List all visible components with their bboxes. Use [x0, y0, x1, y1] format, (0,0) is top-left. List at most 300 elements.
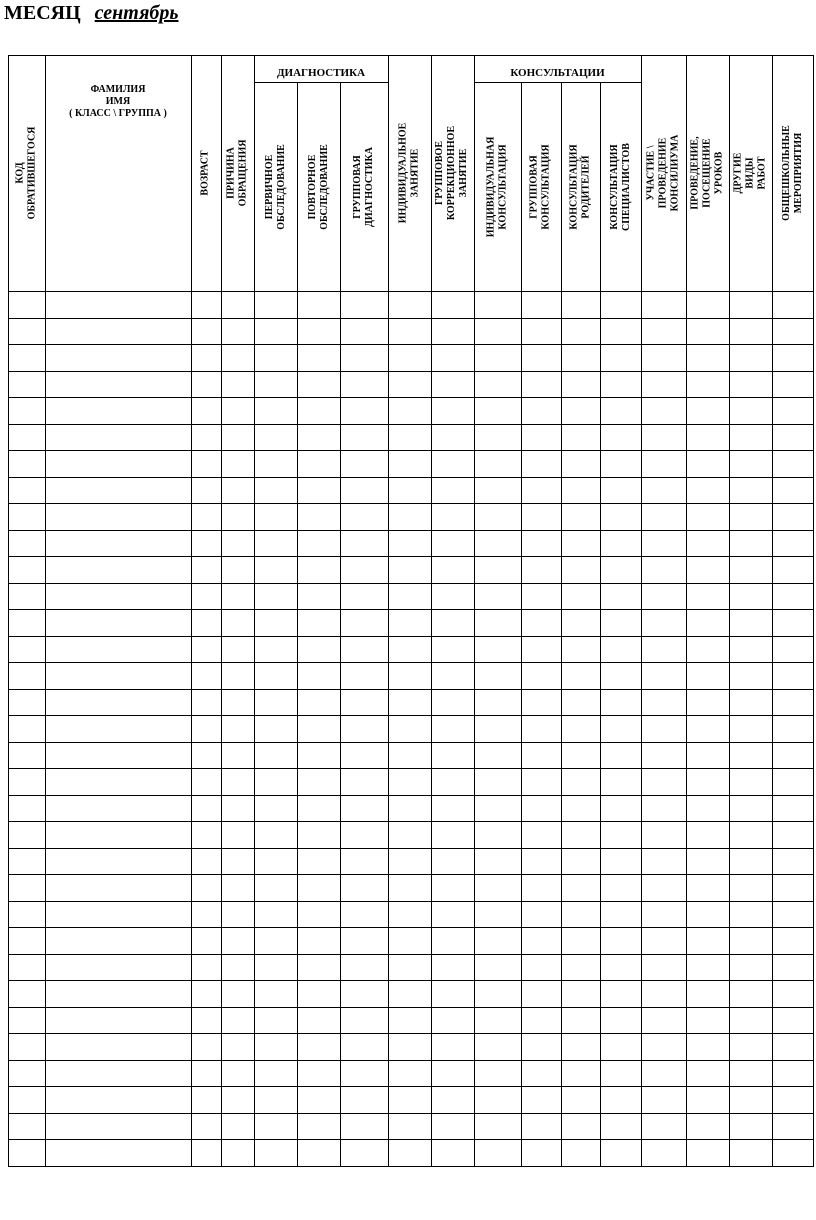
table-cell-specialists_consult[interactable] [600, 636, 641, 662]
table-cell-group_correction[interactable] [431, 450, 474, 476]
table-cell-group_correction[interactable] [431, 689, 474, 715]
table-cell-council[interactable] [641, 715, 686, 741]
table-cell-school_events[interactable] [772, 609, 813, 635]
table-cell-other[interactable] [729, 1113, 772, 1139]
table-cell-group_consult[interactable] [521, 556, 561, 582]
table-cell-council[interactable] [641, 371, 686, 397]
table-cell-code[interactable] [8, 768, 45, 794]
table-cell-parents_consult[interactable] [561, 980, 600, 1006]
table-cell-group_consult[interactable] [521, 530, 561, 556]
table-cell-name[interactable] [45, 901, 191, 927]
table-cell-lessons[interactable] [686, 530, 729, 556]
table-cell-primary_exam[interactable] [254, 742, 297, 768]
table-cell-reason[interactable] [221, 318, 254, 344]
table-cell-group_consult[interactable] [521, 1007, 561, 1033]
table-cell-group_diag[interactable] [340, 795, 388, 821]
table-cell-council[interactable] [641, 1139, 686, 1165]
table-cell-group_diag[interactable] [340, 1060, 388, 1086]
table-cell-council[interactable] [641, 530, 686, 556]
table-cell-lessons[interactable] [686, 901, 729, 927]
table-cell-individual_consult[interactable] [474, 954, 521, 980]
table-cell-lessons[interactable] [686, 689, 729, 715]
table-cell-specialists_consult[interactable] [600, 821, 641, 847]
table-cell-specialists_consult[interactable] [600, 291, 641, 317]
table-cell-parents_consult[interactable] [561, 927, 600, 953]
table-cell-primary_exam[interactable] [254, 636, 297, 662]
table-cell-individual_consult[interactable] [474, 768, 521, 794]
table-cell-council[interactable] [641, 742, 686, 768]
table-cell-parents_consult[interactable] [561, 1139, 600, 1165]
table-cell-other[interactable] [729, 874, 772, 900]
table-cell-individual_lesson[interactable] [388, 662, 431, 688]
table-cell-specialists_consult[interactable] [600, 980, 641, 1006]
table-cell-repeat_exam[interactable] [297, 1113, 340, 1139]
table-cell-group_diag[interactable] [340, 768, 388, 794]
table-cell-age[interactable] [191, 450, 221, 476]
table-cell-repeat_exam[interactable] [297, 954, 340, 980]
table-cell-council[interactable] [641, 556, 686, 582]
table-cell-lessons[interactable] [686, 821, 729, 847]
table-cell-council[interactable] [641, 503, 686, 529]
table-cell-other[interactable] [729, 954, 772, 980]
table-cell-lessons[interactable] [686, 927, 729, 953]
table-cell-age[interactable] [191, 742, 221, 768]
table-cell-individual_lesson[interactable] [388, 344, 431, 370]
table-cell-council[interactable] [641, 821, 686, 847]
table-cell-individual_lesson[interactable] [388, 795, 431, 821]
table-cell-specialists_consult[interactable] [600, 795, 641, 821]
table-cell-specialists_consult[interactable] [600, 742, 641, 768]
table-cell-group_diag[interactable] [340, 424, 388, 450]
table-cell-reason[interactable] [221, 1139, 254, 1165]
table-cell-repeat_exam[interactable] [297, 848, 340, 874]
table-cell-name[interactable] [45, 556, 191, 582]
table-cell-group_diag[interactable] [340, 901, 388, 927]
table-cell-other[interactable] [729, 530, 772, 556]
table-cell-code[interactable] [8, 901, 45, 927]
table-cell-primary_exam[interactable] [254, 848, 297, 874]
table-cell-school_events[interactable] [772, 636, 813, 662]
table-cell-reason[interactable] [221, 821, 254, 847]
table-cell-reason[interactable] [221, 689, 254, 715]
table-cell-lessons[interactable] [686, 344, 729, 370]
table-cell-code[interactable] [8, 848, 45, 874]
table-cell-individual_lesson[interactable] [388, 901, 431, 927]
table-cell-name[interactable] [45, 848, 191, 874]
table-cell-age[interactable] [191, 318, 221, 344]
table-cell-name[interactable] [45, 662, 191, 688]
table-cell-specialists_consult[interactable] [600, 450, 641, 476]
table-cell-parents_consult[interactable] [561, 318, 600, 344]
table-cell-age[interactable] [191, 583, 221, 609]
table-cell-name[interactable] [45, 318, 191, 344]
table-cell-individual_lesson[interactable] [388, 1033, 431, 1059]
table-cell-parents_consult[interactable] [561, 768, 600, 794]
table-cell-primary_exam[interactable] [254, 715, 297, 741]
table-cell-council[interactable] [641, 477, 686, 503]
table-cell-individual_consult[interactable] [474, 821, 521, 847]
table-cell-group_consult[interactable] [521, 1086, 561, 1112]
table-cell-specialists_consult[interactable] [600, 1007, 641, 1033]
table-cell-name[interactable] [45, 397, 191, 423]
table-cell-other[interactable] [729, 1033, 772, 1059]
table-cell-specialists_consult[interactable] [600, 477, 641, 503]
table-cell-individual_consult[interactable] [474, 1033, 521, 1059]
table-cell-group_correction[interactable] [431, 1060, 474, 1086]
table-cell-repeat_exam[interactable] [297, 397, 340, 423]
table-cell-group_consult[interactable] [521, 609, 561, 635]
table-cell-other[interactable] [729, 503, 772, 529]
table-cell-individual_lesson[interactable] [388, 530, 431, 556]
table-cell-specialists_consult[interactable] [600, 344, 641, 370]
table-cell-code[interactable] [8, 715, 45, 741]
table-cell-age[interactable] [191, 795, 221, 821]
table-cell-school_events[interactable] [772, 954, 813, 980]
table-cell-school_events[interactable] [772, 450, 813, 476]
table-cell-repeat_exam[interactable] [297, 795, 340, 821]
table-cell-individual_lesson[interactable] [388, 821, 431, 847]
table-cell-repeat_exam[interactable] [297, 530, 340, 556]
table-cell-age[interactable] [191, 874, 221, 900]
table-cell-group_consult[interactable] [521, 1113, 561, 1139]
table-cell-name[interactable] [45, 768, 191, 794]
table-cell-group_consult[interactable] [521, 503, 561, 529]
table-cell-group_correction[interactable] [431, 768, 474, 794]
table-cell-individual_lesson[interactable] [388, 742, 431, 768]
table-cell-other[interactable] [729, 848, 772, 874]
table-cell-repeat_exam[interactable] [297, 503, 340, 529]
table-cell-parents_consult[interactable] [561, 609, 600, 635]
table-cell-age[interactable] [191, 1139, 221, 1165]
table-cell-group_diag[interactable] [340, 291, 388, 317]
table-cell-individual_consult[interactable] [474, 1007, 521, 1033]
table-cell-school_events[interactable] [772, 1060, 813, 1086]
table-cell-individual_lesson[interactable] [388, 583, 431, 609]
table-cell-group_consult[interactable] [521, 636, 561, 662]
table-cell-group_correction[interactable] [431, 1007, 474, 1033]
table-cell-primary_exam[interactable] [254, 318, 297, 344]
table-cell-repeat_exam[interactable] [297, 583, 340, 609]
table-cell-reason[interactable] [221, 742, 254, 768]
table-cell-group_correction[interactable] [431, 848, 474, 874]
table-cell-council[interactable] [641, 662, 686, 688]
table-cell-school_events[interactable] [772, 662, 813, 688]
table-cell-code[interactable] [8, 1139, 45, 1165]
table-cell-other[interactable] [729, 609, 772, 635]
table-cell-primary_exam[interactable] [254, 424, 297, 450]
table-cell-specialists_consult[interactable] [600, 1060, 641, 1086]
table-cell-primary_exam[interactable] [254, 1086, 297, 1112]
table-cell-school_events[interactable] [772, 1007, 813, 1033]
table-cell-group_consult[interactable] [521, 715, 561, 741]
table-cell-group_diag[interactable] [340, 530, 388, 556]
table-cell-name[interactable] [45, 927, 191, 953]
table-cell-repeat_exam[interactable] [297, 901, 340, 927]
table-cell-other[interactable] [729, 795, 772, 821]
table-cell-school_events[interactable] [772, 477, 813, 503]
table-cell-age[interactable] [191, 954, 221, 980]
table-cell-group_consult[interactable] [521, 344, 561, 370]
table-cell-school_events[interactable] [772, 715, 813, 741]
table-cell-group_correction[interactable] [431, 397, 474, 423]
table-cell-primary_exam[interactable] [254, 583, 297, 609]
table-cell-reason[interactable] [221, 530, 254, 556]
table-cell-name[interactable] [45, 583, 191, 609]
table-cell-repeat_exam[interactable] [297, 1007, 340, 1033]
table-cell-individual_consult[interactable] [474, 715, 521, 741]
table-cell-group_correction[interactable] [431, 1139, 474, 1165]
table-cell-school_events[interactable] [772, 530, 813, 556]
table-cell-primary_exam[interactable] [254, 477, 297, 503]
table-cell-lessons[interactable] [686, 609, 729, 635]
table-cell-council[interactable] [641, 768, 686, 794]
table-cell-repeat_exam[interactable] [297, 980, 340, 1006]
table-cell-age[interactable] [191, 477, 221, 503]
table-cell-name[interactable] [45, 689, 191, 715]
table-cell-repeat_exam[interactable] [297, 636, 340, 662]
table-cell-reason[interactable] [221, 980, 254, 1006]
table-cell-group_diag[interactable] [340, 1086, 388, 1112]
table-cell-lessons[interactable] [686, 795, 729, 821]
table-cell-individual_lesson[interactable] [388, 503, 431, 529]
table-cell-group_consult[interactable] [521, 477, 561, 503]
table-cell-council[interactable] [641, 318, 686, 344]
table-cell-school_events[interactable] [772, 1113, 813, 1139]
table-cell-group_diag[interactable] [340, 583, 388, 609]
table-cell-code[interactable] [8, 1060, 45, 1086]
table-cell-specialists_consult[interactable] [600, 901, 641, 927]
table-cell-code[interactable] [8, 503, 45, 529]
table-cell-code[interactable] [8, 795, 45, 821]
table-cell-reason[interactable] [221, 397, 254, 423]
table-cell-individual_consult[interactable] [474, 636, 521, 662]
table-cell-group_diag[interactable] [340, 371, 388, 397]
table-cell-age[interactable] [191, 689, 221, 715]
table-cell-other[interactable] [729, 636, 772, 662]
table-cell-primary_exam[interactable] [254, 954, 297, 980]
table-cell-lessons[interactable] [686, 1113, 729, 1139]
table-cell-council[interactable] [641, 636, 686, 662]
table-cell-parents_consult[interactable] [561, 556, 600, 582]
table-cell-lessons[interactable] [686, 397, 729, 423]
table-cell-council[interactable] [641, 1033, 686, 1059]
table-cell-individual_consult[interactable] [474, 477, 521, 503]
table-cell-group_correction[interactable] [431, 636, 474, 662]
table-cell-lessons[interactable] [686, 874, 729, 900]
table-cell-parents_consult[interactable] [561, 662, 600, 688]
table-cell-name[interactable] [45, 795, 191, 821]
table-cell-school_events[interactable] [772, 397, 813, 423]
table-cell-other[interactable] [729, 556, 772, 582]
table-cell-primary_exam[interactable] [254, 795, 297, 821]
table-cell-council[interactable] [641, 689, 686, 715]
table-cell-age[interactable] [191, 848, 221, 874]
table-cell-primary_exam[interactable] [254, 874, 297, 900]
table-cell-school_events[interactable] [772, 556, 813, 582]
table-cell-council[interactable] [641, 901, 686, 927]
table-cell-reason[interactable] [221, 927, 254, 953]
table-cell-council[interactable] [641, 848, 686, 874]
table-cell-name[interactable] [45, 291, 191, 317]
table-cell-group_correction[interactable] [431, 980, 474, 1006]
table-cell-group_correction[interactable] [431, 795, 474, 821]
table-cell-age[interactable] [191, 901, 221, 927]
table-cell-parents_consult[interactable] [561, 874, 600, 900]
table-cell-name[interactable] [45, 344, 191, 370]
table-cell-lessons[interactable] [686, 1007, 729, 1033]
table-cell-other[interactable] [729, 715, 772, 741]
table-cell-code[interactable] [8, 1033, 45, 1059]
table-cell-individual_lesson[interactable] [388, 954, 431, 980]
table-cell-individual_lesson[interactable] [388, 768, 431, 794]
table-cell-name[interactable] [45, 609, 191, 635]
table-cell-other[interactable] [729, 1139, 772, 1165]
table-cell-parents_consult[interactable] [561, 503, 600, 529]
table-cell-reason[interactable] [221, 556, 254, 582]
table-cell-individual_lesson[interactable] [388, 689, 431, 715]
table-cell-primary_exam[interactable] [254, 1139, 297, 1165]
table-cell-group_diag[interactable] [340, 874, 388, 900]
table-cell-council[interactable] [641, 954, 686, 980]
table-cell-primary_exam[interactable] [254, 450, 297, 476]
table-cell-reason[interactable] [221, 715, 254, 741]
table-cell-group_diag[interactable] [340, 503, 388, 529]
table-cell-code[interactable] [8, 742, 45, 768]
table-cell-school_events[interactable] [772, 291, 813, 317]
table-cell-name[interactable] [45, 1086, 191, 1112]
table-cell-primary_exam[interactable] [254, 397, 297, 423]
table-cell-individual_consult[interactable] [474, 848, 521, 874]
table-cell-other[interactable] [729, 1086, 772, 1112]
table-cell-individual_consult[interactable] [474, 689, 521, 715]
table-cell-individual_lesson[interactable] [388, 715, 431, 741]
table-cell-lessons[interactable] [686, 450, 729, 476]
table-cell-group_correction[interactable] [431, 874, 474, 900]
table-cell-specialists_consult[interactable] [600, 556, 641, 582]
table-cell-individual_consult[interactable] [474, 795, 521, 821]
table-cell-parents_consult[interactable] [561, 848, 600, 874]
table-cell-group_correction[interactable] [431, 901, 474, 927]
table-cell-reason[interactable] [221, 795, 254, 821]
table-cell-code[interactable] [8, 874, 45, 900]
table-cell-individual_lesson[interactable] [388, 397, 431, 423]
table-cell-group_consult[interactable] [521, 450, 561, 476]
table-cell-council[interactable] [641, 450, 686, 476]
table-cell-other[interactable] [729, 821, 772, 847]
table-cell-group_correction[interactable] [431, 530, 474, 556]
table-cell-age[interactable] [191, 636, 221, 662]
table-cell-group_correction[interactable] [431, 477, 474, 503]
table-cell-individual_consult[interactable] [474, 1086, 521, 1112]
table-cell-individual_lesson[interactable] [388, 636, 431, 662]
table-cell-code[interactable] [8, 344, 45, 370]
table-cell-lessons[interactable] [686, 662, 729, 688]
table-cell-school_events[interactable] [772, 742, 813, 768]
table-cell-group_correction[interactable] [431, 583, 474, 609]
table-cell-other[interactable] [729, 768, 772, 794]
table-cell-group_diag[interactable] [340, 954, 388, 980]
table-cell-primary_exam[interactable] [254, 927, 297, 953]
table-cell-group_correction[interactable] [431, 318, 474, 344]
table-cell-group_consult[interactable] [521, 397, 561, 423]
table-cell-name[interactable] [45, 530, 191, 556]
table-cell-reason[interactable] [221, 1007, 254, 1033]
table-cell-specialists_consult[interactable] [600, 954, 641, 980]
table-cell-other[interactable] [729, 424, 772, 450]
table-cell-individual_consult[interactable] [474, 1139, 521, 1165]
table-cell-lessons[interactable] [686, 980, 729, 1006]
table-cell-repeat_exam[interactable] [297, 1086, 340, 1112]
table-cell-individual_consult[interactable] [474, 583, 521, 609]
table-cell-specialists_consult[interactable] [600, 424, 641, 450]
table-cell-individual_consult[interactable] [474, 874, 521, 900]
table-cell-group_consult[interactable] [521, 291, 561, 317]
table-cell-primary_exam[interactable] [254, 371, 297, 397]
table-cell-repeat_exam[interactable] [297, 874, 340, 900]
table-cell-individual_lesson[interactable] [388, 424, 431, 450]
table-cell-repeat_exam[interactable] [297, 715, 340, 741]
table-cell-group_correction[interactable] [431, 556, 474, 582]
table-cell-other[interactable] [729, 397, 772, 423]
table-cell-parents_consult[interactable] [561, 795, 600, 821]
table-cell-individual_consult[interactable] [474, 344, 521, 370]
table-cell-reason[interactable] [221, 1086, 254, 1112]
table-cell-group_diag[interactable] [340, 848, 388, 874]
table-cell-other[interactable] [729, 1007, 772, 1033]
table-cell-individual_consult[interactable] [474, 980, 521, 1006]
table-cell-school_events[interactable] [772, 318, 813, 344]
table-cell-age[interactable] [191, 821, 221, 847]
table-cell-individual_consult[interactable] [474, 397, 521, 423]
table-cell-specialists_consult[interactable] [600, 768, 641, 794]
table-cell-group_consult[interactable] [521, 371, 561, 397]
table-cell-other[interactable] [729, 742, 772, 768]
table-cell-specialists_consult[interactable] [600, 1033, 641, 1059]
table-cell-code[interactable] [8, 689, 45, 715]
table-cell-group_consult[interactable] [521, 927, 561, 953]
table-cell-specialists_consult[interactable] [600, 1113, 641, 1139]
table-cell-repeat_exam[interactable] [297, 344, 340, 370]
table-cell-parents_consult[interactable] [561, 1086, 600, 1112]
table-cell-group_correction[interactable] [431, 662, 474, 688]
table-cell-name[interactable] [45, 503, 191, 529]
table-cell-reason[interactable] [221, 848, 254, 874]
table-cell-repeat_exam[interactable] [297, 291, 340, 317]
table-cell-other[interactable] [729, 689, 772, 715]
table-cell-repeat_exam[interactable] [297, 318, 340, 344]
table-cell-age[interactable] [191, 291, 221, 317]
table-cell-reason[interactable] [221, 424, 254, 450]
table-cell-name[interactable] [45, 742, 191, 768]
table-cell-school_events[interactable] [772, 424, 813, 450]
table-cell-group_consult[interactable] [521, 662, 561, 688]
table-cell-primary_exam[interactable] [254, 662, 297, 688]
table-cell-individual_lesson[interactable] [388, 1060, 431, 1086]
table-cell-school_events[interactable] [772, 901, 813, 927]
table-cell-school_events[interactable] [772, 689, 813, 715]
table-cell-lessons[interactable] [686, 1033, 729, 1059]
table-cell-group_consult[interactable] [521, 848, 561, 874]
table-cell-council[interactable] [641, 291, 686, 317]
table-cell-name[interactable] [45, 1033, 191, 1059]
table-cell-other[interactable] [729, 450, 772, 476]
table-cell-school_events[interactable] [772, 1033, 813, 1059]
table-cell-parents_consult[interactable] [561, 530, 600, 556]
table-cell-parents_consult[interactable] [561, 450, 600, 476]
table-cell-primary_exam[interactable] [254, 1060, 297, 1086]
table-cell-name[interactable] [45, 371, 191, 397]
table-cell-group_consult[interactable] [521, 742, 561, 768]
